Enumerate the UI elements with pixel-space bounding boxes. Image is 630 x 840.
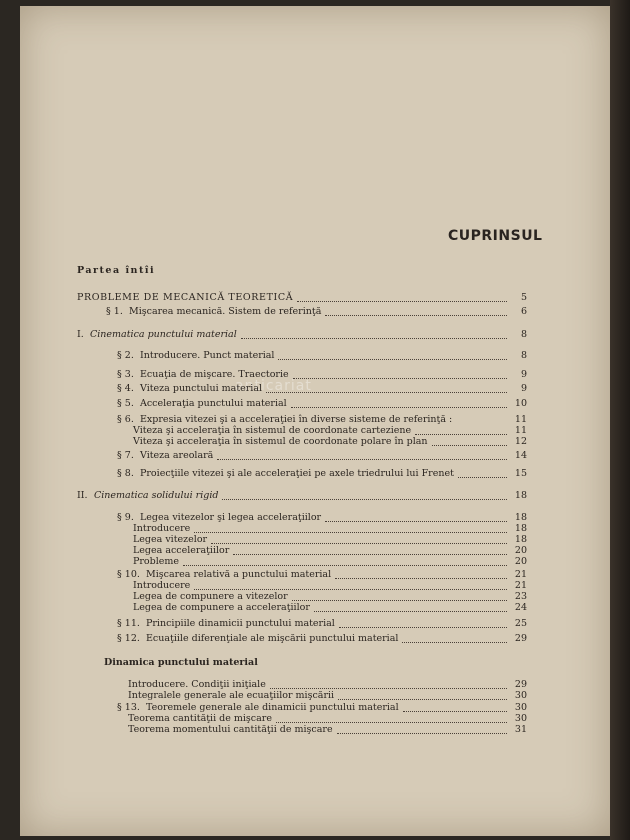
toc-dot-leader	[183, 565, 507, 566]
toc-entry-page: 20	[514, 556, 527, 567]
toc-entry-title: Legea vitezelor şi legea acceleraţiilor	[140, 512, 322, 523]
toc-entry-title: Probleme	[133, 556, 180, 567]
toc-dot-leader	[325, 315, 507, 316]
toc-dot-leader	[194, 532, 507, 533]
toc-entry-number: II.	[77, 490, 88, 501]
toc-entry-page: 8	[520, 350, 527, 361]
toc-entry-title: Principiile dinamicii punctului material	[146, 618, 335, 629]
toc-dot-leader	[325, 521, 507, 522]
toc-entry-title: Viteza şi acceleraţia în sistemul de coordonate carteziene	[133, 425, 412, 436]
toc-dot-leader	[335, 578, 507, 579]
toc-entry-title: Dinamica punctului material	[104, 657, 258, 668]
toc-entry-title: Legea vitezelor	[133, 534, 208, 545]
toc-dot-leader	[233, 554, 507, 555]
toc-entry-number: § 11.	[117, 618, 140, 629]
toc-entry-title: Teoremele generale ale dinamicii punctului material	[146, 702, 399, 713]
toc-entry-title: Introducere	[133, 523, 191, 534]
toc-entry-page: 18	[514, 534, 527, 545]
toc-entry-number: § 6.	[117, 414, 134, 425]
toc-dot-leader	[297, 301, 507, 302]
toc-entry-number: § 9.	[117, 512, 134, 523]
toc-entry-title: Legea acceleraţiilor	[133, 545, 230, 556]
toc-entry-title: Viteza punctului material	[140, 383, 263, 394]
toc-entry-title: Cinematica solidului rigid	[94, 490, 219, 501]
toc-entry	[0, 398, 630, 410]
toc-dot-leader	[339, 627, 507, 628]
toc-entry-title: Teorema momentului cantităţii de mişcare	[128, 724, 333, 735]
toc-dot-leader	[292, 600, 507, 601]
toc-dot-leader	[458, 477, 507, 478]
toc-entry-page: 29	[514, 633, 527, 644]
toc-entry-page: 29	[514, 679, 527, 690]
toc-entry	[0, 306, 630, 318]
toc-entry-number: I.	[77, 329, 84, 340]
toc-entry	[0, 556, 630, 568]
toc-entry-page: 11	[514, 425, 527, 436]
toc-entry-page: 12	[514, 436, 527, 447]
toc-entry	[0, 602, 630, 614]
toc-entry-page: 14	[514, 450, 527, 461]
toc-entry-number: § 8.	[117, 468, 134, 479]
toc-entry-title: Introducere. Punct material	[140, 350, 275, 361]
toc-entry	[0, 265, 630, 277]
toc-entry-page: 21	[514, 569, 527, 580]
toc-dot-leader	[266, 392, 507, 393]
toc-entry-page: 5	[520, 292, 527, 303]
toc-entry-title: Viteza areolară	[140, 450, 214, 461]
toc-entry-title: Mişcarea relativă a punctului material	[146, 569, 332, 580]
toc-entry-title: PROBLEME DE MECANICĂ TEORETICĂ	[77, 292, 294, 303]
toc-dot-leader	[314, 611, 507, 612]
toc-entry-number: § 7.	[117, 450, 134, 461]
toc-entry-title: Cinematica punctului material	[90, 329, 237, 340]
toc-entry	[0, 369, 630, 381]
toc-dot-leader	[241, 338, 507, 339]
toc-entry-title: Ecuaţia de mişcare. Traectorie	[140, 369, 289, 380]
toc-entry	[0, 724, 630, 736]
toc-entry	[0, 468, 630, 480]
toc-entry-page: 9	[520, 383, 527, 394]
toc-entry-number: § 3.	[117, 369, 134, 380]
toc-entry-page: 11	[514, 414, 527, 425]
toc-entry-title: Expresia vitezei şi a acceleraţiei în diverse sisteme de referinţă :	[140, 414, 453, 425]
toc-entry	[0, 618, 630, 630]
toc-entry-number: § 4.	[117, 383, 134, 394]
toc-entry-number: § 2.	[117, 350, 134, 361]
toc-entry-page: 25	[514, 618, 527, 629]
toc-dot-leader	[211, 543, 507, 544]
toc-entry-title: Legea de compunere a vitezelor	[133, 591, 288, 602]
toc-entry-title: Acceleraţia punctului material	[140, 398, 287, 409]
toc-entry-page: 15	[514, 468, 527, 479]
toc-entry-page: 20	[514, 545, 527, 556]
toc-entry-page: 8	[520, 329, 527, 340]
toc-entry-page: 23	[514, 591, 527, 602]
toc-entry-page: 18	[514, 512, 527, 523]
toc-entry	[0, 490, 630, 502]
watermark: anticariat	[235, 378, 312, 394]
toc-dot-leader	[338, 699, 507, 700]
toc-dot-leader	[270, 688, 507, 689]
toc-entry-number: § 5.	[117, 398, 134, 409]
toc-entry-page: 9	[520, 369, 527, 380]
toc-entry-page: 21	[514, 580, 527, 591]
toc-entry	[0, 633, 630, 645]
toc-dot-leader	[278, 359, 507, 360]
toc-dot-leader	[291, 407, 507, 408]
toc-entry	[0, 657, 630, 669]
toc-entry-page: 18	[514, 490, 527, 501]
toc-dot-leader	[337, 733, 507, 734]
toc-entry	[0, 292, 630, 304]
toc-entry-title: Mişcarea mecanică. Sistem de referinţă	[129, 306, 322, 317]
toc-entry-page: 6	[520, 306, 527, 317]
toc-entry-title: Partea întîi	[77, 265, 156, 276]
toc-dot-leader	[432, 445, 507, 446]
toc-entry	[0, 690, 630, 702]
toc-entry-title: Integralele generale ale ecuaţiilor mişcării	[128, 690, 335, 701]
toc-entry	[0, 350, 630, 362]
toc-entry	[0, 450, 630, 462]
toc-dot-leader	[222, 499, 507, 500]
toc-entry-title: Teorema cantităţii de mişcare	[128, 713, 272, 724]
toc-entry-page: 30	[514, 690, 527, 701]
toc-entry-number: § 13.	[117, 702, 140, 713]
toc-entry-number: § 10.	[117, 569, 140, 580]
toc-entry-title: Introducere	[133, 580, 191, 591]
toc-entry-page: 18	[514, 523, 527, 534]
toc-dot-leader	[293, 378, 507, 379]
toc-dot-leader	[403, 711, 507, 712]
toc-dot-leader	[402, 642, 507, 643]
toc-entry-title: Ecuaţiile diferenţiale ale mişcării punctului material	[146, 633, 399, 644]
toc-entry-title: Proiecţiile vitezei şi ale acceleraţiei pe axele triedrului lui Frenet	[140, 468, 454, 479]
contents-heading: CUPRINSUL	[448, 228, 543, 244]
toc-entry	[0, 383, 630, 395]
toc-dot-leader	[276, 722, 507, 723]
toc-entry-page: 30	[514, 702, 527, 713]
toc-entry-page: 30	[514, 713, 527, 724]
toc-entry	[0, 329, 630, 341]
toc-entry-title: Legea de compunere a acceleraţiilor	[133, 602, 310, 613]
toc-entry-number: § 1.	[106, 306, 123, 317]
toc-entry-page: 10	[514, 398, 527, 409]
toc-entry-title: Introducere. Condiţii iniţiale	[128, 679, 266, 690]
toc-entry-number: § 12.	[117, 633, 140, 644]
toc-entry	[0, 436, 630, 448]
toc-dot-leader	[415, 434, 507, 435]
toc-entry-page: 24	[514, 602, 527, 613]
toc-entry-page: 31	[514, 724, 527, 735]
toc-dot-leader	[217, 459, 507, 460]
toc-entry-title: Viteza şi acceleraţia în sistemul de coordonate polare în plan	[133, 436, 428, 447]
toc-dot-leader	[194, 589, 507, 590]
